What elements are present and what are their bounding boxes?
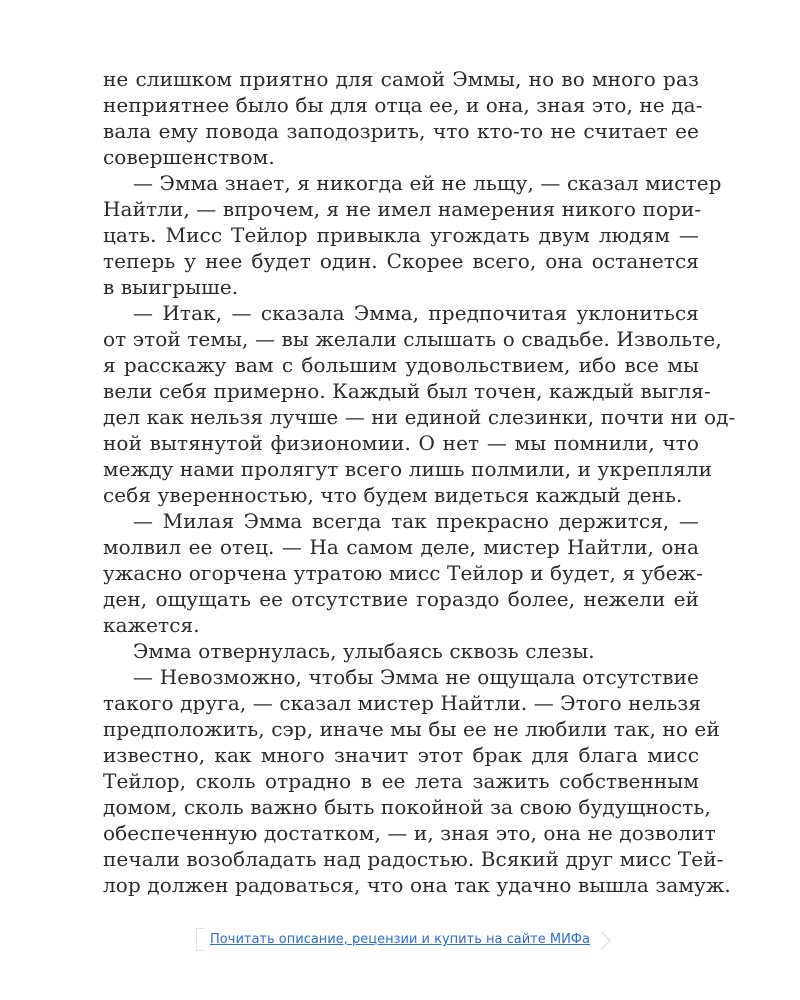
text-line: обеспеченную достатком, — и, зная это, она не дозволит xyxy=(103,821,716,845)
text-line: печали возобладать над радостью. Всякий друг мисс Тей- xyxy=(103,847,724,871)
footer xyxy=(0,928,800,951)
text-line: ной вытянутой физиономии. О нет — мы помнили, что xyxy=(103,431,699,455)
text-line: от этой темы, — вы желали слышать о свадьбе. Извольте, xyxy=(103,327,722,351)
buy-on-mif-link-label: Почитать описание, рецензии и купить на сайте МИФа xyxy=(210,932,590,947)
book-page-text xyxy=(103,66,736,898)
text-line: лор должен радоваться, что она так удачно вышла замуж. xyxy=(103,873,731,897)
text-line: — Эмма знает, я никогда ей не льщу, — сказал мистер xyxy=(133,171,722,195)
text-line: в выигрыше. xyxy=(103,275,239,299)
text-line: кажется. xyxy=(103,613,200,637)
text-line: совершенством. xyxy=(103,145,275,169)
text-line: не слишком приятно для самой Эммы, но во много раз xyxy=(103,67,699,91)
text-line: между нами пролягут всего лишь полмили, и укрепляли xyxy=(103,457,713,481)
text-line: теперь у нее будет один. Скорее всего, она останется xyxy=(103,249,699,273)
text-line: себя уверенностью, что будем видеться каждый день. xyxy=(103,483,683,507)
text-line: дел как нельзя лучше — ни единой слезинки, почти ни од- xyxy=(103,405,736,429)
text-line: молвил ее отец. — На самом деле, мистер Найтли, она xyxy=(103,535,699,559)
text-line: домом, сколь важно быть покойной за свою будущность, xyxy=(103,795,711,819)
text-line: — Невозможно, чтобы Эмма не ощущала отсутствие xyxy=(133,665,699,689)
text-line: Найтли, — впрочем, я не имел намерения никого пори- xyxy=(103,197,702,221)
chevron-right-icon xyxy=(592,931,610,949)
text-line: — Итак, — сказала Эмма, предпочитая уклониться xyxy=(133,301,699,325)
text-line: я расскажу вам с большим удовольствием, ибо все мы xyxy=(103,353,699,377)
buy-on-mif-link[interactable] xyxy=(194,928,606,951)
text-line: ден, ощущать ее отсутствие гораздо более, нежели ей xyxy=(103,587,699,611)
text-line: известно, как много значит этот брак для блага мисс xyxy=(103,743,699,767)
text-line: Эмма отвернулась, улыбаясь сквозь слезы. xyxy=(133,639,595,663)
text-line: предположить, сэр, иначе мы бы ее не любили так, но ей xyxy=(103,717,720,741)
text-line: ужасно огорчена утратою мисс Тейлор и будет, я убеж- xyxy=(103,561,703,585)
text-line: Тейлор, сколь отрадно в ее лета зажить собственным xyxy=(103,769,699,793)
text-line: неприятнее было бы для отца ее, и она, зная это, не да- xyxy=(103,93,703,117)
text-line: вели себя примерно. Каждый был точен, каждый выгля- xyxy=(103,379,711,403)
text-line: цать. Мисс Тейлор привыкла угождать двум людям — xyxy=(103,223,699,247)
text-line: — Милая Эмма всегда так прекрасно держится, — xyxy=(133,509,699,533)
text-line: такого друга, — сказал мистер Найтли. — Этого нельзя xyxy=(103,691,702,715)
text-line: вала ему повода заподозрить, что кто-то не считает ее xyxy=(103,119,699,143)
